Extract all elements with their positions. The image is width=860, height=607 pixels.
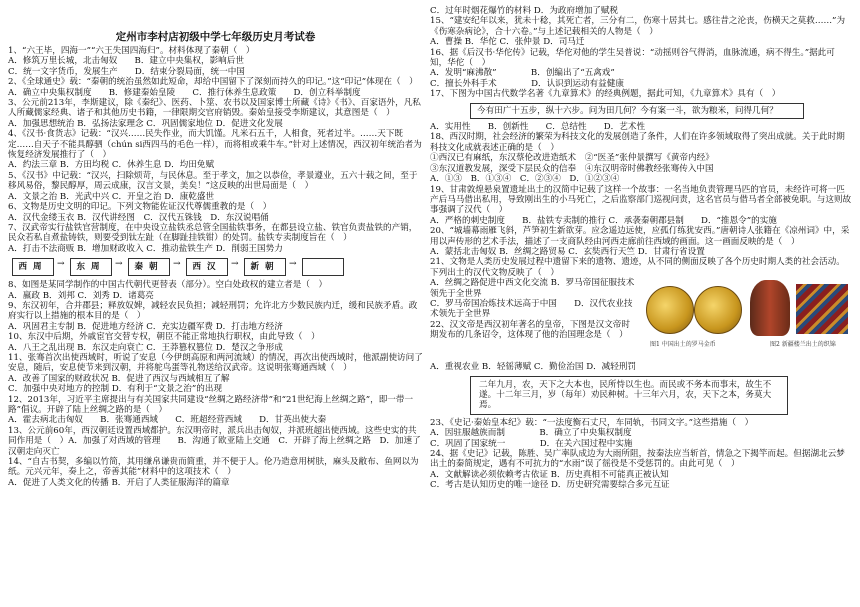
image-caption-right: 图2 新疆楼兰出土的织锦 <box>770 341 836 349</box>
question-line: 4、《汉书·食货志》记载：“汉兴……民失作业，而大饥馑。凡米石五千，人相食，死者过半。……天下既定……自天子不能具醇驷（chún si西四马的毛色一样），而将相或乘牛车。”针对上述情况，西汉初年统治者为恢复经济发展推行了（ ） <box>8 129 422 161</box>
question-line: 18、西汉时期，社会经济的繁荣为科技文化的发展创造了条件，人们在许多领域取得了突出成就。关于此时期科技文化成就表述正确的是（ ） <box>430 132 845 153</box>
question-line: C．罗马帝国冶炼技术远高于中国 D．汉代农业技术领先于全世界 <box>430 298 633 320</box>
question-line: 5、《汉书》中记载：“汉兴，扫除烦苛，与民休息。至于孝文，加之以恭俭，孝景遵业，五六十载之间，至于移风易俗，黎民醇厚，周云成康，汉言文景，美矣！”这反映的出世局面是（ ） <box>8 170 418 192</box>
question-line: A．重视农业 B．轻徭薄赋 C．勤俭治国 D．减轻刑罚 <box>430 362 637 373</box>
dynasty-box: 秦朝 <box>128 258 170 276</box>
question-line: A．文献解读必须依赖考古依证 B．历史真相不可能真正被认知 <box>430 469 669 480</box>
question-line: ①西汉已有麻纸，东汉蔡伦改进造纸术 ②“医圣”张仲景撰写《黄帝内经》 <box>430 153 714 164</box>
question-line: A．八王之乱出现 B．东汉走向衰亡 C．王莽篡权篡位 D．楚汉之争形成 <box>8 342 283 353</box>
left-questions-b <box>8 280 423 488</box>
dynasty-box: 西周 <box>12 258 54 276</box>
question-line: 21、文物是人类历史发展过程中遗留下来的遗物、遗迹，从不同的侧面反映了各个历史时期人类的社会活动。下列出土的汉代文物反映了（ ） <box>430 257 845 278</box>
question-line: 2、《全球通史》载：“秦朝的统治虽然如此短命，却给中国留下了深刻而持久的印记。”这“印记”体现在（ ） <box>8 77 418 88</box>
vase-image <box>750 280 790 336</box>
question-line: A．修筑万里长城，北击匈奴 B．建立中央集权，影响后世 <box>8 56 244 67</box>
right-questions-a <box>430 6 852 100</box>
question-line: A．严格的刺史制度 B．盐铁专卖制的推行 C．承袭秦朝郡县制 D．“推恩令”的实施 <box>430 215 777 226</box>
question-line: A．巩固君主专制 B．促进地方经济 C．充实边疆军费 D．打击地方经济 <box>8 321 283 332</box>
question-line: A．嬴政 B．刘邦 C．刘秀 D．诸葛亮 <box>8 290 154 301</box>
q21-block <box>430 278 852 362</box>
dynasty-chart <box>12 258 423 276</box>
question-line: A．实用性 B．创新性 C．总结性 D．艺术性 <box>430 122 646 133</box>
roman-coin-image <box>694 286 742 334</box>
math-problem-box: 今有田广十五步，纵十六步。问为田几何？今有案一斗，欲为粮米，问得几何？ <box>470 103 804 119</box>
q21-options <box>430 278 635 340</box>
right-questions-e <box>430 418 852 491</box>
left-questions-a <box>8 46 423 254</box>
question-line: A．因驻服越族而制 B．确立了中央集权制度 <box>430 428 632 439</box>
question-line: 8、如图是某同学制作的中国古代朝代更替表（部分）。空白处政权的建立者是（ ） <box>8 280 328 291</box>
question-line: A．曹操 B．华佗 C．张仲景 D．司马迁 <box>430 37 585 48</box>
question-line: 19、甘肃敦煌悬泉置遗址出土的汉简中记载了这样一个故事：一名当地负责管理马匹的官员，未经许可将一匹产后马马借出私用，导致刚出生的小马死亡，之后监察部门巡视问责，这名官员与借马者全部被免职。与这则故事强调了汉代（ ） <box>430 184 852 216</box>
question-line: A．约法三章 B．方田均税 C．休养生息 D．均田免赋 <box>8 160 215 171</box>
question-line: 6、文物是历史文明的印记。下列文物能佐证汉代尊儒重教的是（ ） <box>8 202 272 213</box>
question-line: C．巩固了国家统一 D．在关六国过程中实施 <box>430 438 633 449</box>
question-line: C．过年时烟花爆竹的材料 D．为政府增加了赋税 <box>430 6 619 16</box>
question-line: 23、《史记·秦始皇本纪》载：“一法度衡石丈尺，车同轨，书同文字。”这些措施（ ） <box>430 417 754 428</box>
edict-box: 二年九月，农，天下之大本也，民所恃以生也。而民或不务本而事末，故生不遂。十二年三月，岁（每年）劝民种树。十三年六月，农，天下之本，务莫大焉。 <box>470 376 788 415</box>
dynasty-box: 新朝 <box>244 258 286 276</box>
arrow-icon <box>112 259 128 275</box>
question-line: A．文景之治 B．光武中兴 C．开皇之治 D．康乾盛世 <box>8 191 215 202</box>
question-line: A．促进了人类文化的传播 B．开启了人类征服海洋的篇章 <box>8 477 230 488</box>
right-column <box>430 6 852 491</box>
question-line: A．加强思想统治 B．弘扬法家理念 C．巩固儒家地位 D．促进文化发展 <box>8 118 283 129</box>
question-line: 17、下图为中国古代数学名著《九章算术》的经典例题，据此可知，《九章算术》具有（ ） <box>430 89 781 100</box>
question-line: A．打击不法商贩 B．增加财政收入 C．推动盐铁生产 D．削弱王国势力 <box>8 243 283 254</box>
question-line: A．改善了国家的财政状况 B．促进了西汉与西域相互了解 <box>8 373 230 384</box>
blank-dynasty-box <box>302 258 344 276</box>
question-line: A．汉代金缕玉衣 B．汉代讲经图 C．汉代五铢钱 D．东汉说唱俑 <box>8 212 269 223</box>
question-line: 24、据《史记》记载，陈胜、吴广率队成边为大雨所阻，按秦法应当斩首，情急之下揭竿而起。但据湖北云梦出土的秦简规定，遇有不可抗力的“水雨”误了徭役是不受惩罚的。由此可见（ ） <box>430 449 845 470</box>
exam-title: 定州市李村店初级中学七年级历史月考试卷 <box>115 31 316 43</box>
brocade-image <box>796 284 848 334</box>
question-line: A．发明“麻沸散” B．创编出了“五禽戏” <box>430 68 615 79</box>
question-line: 13、公元前60年，西汉朝廷设置西域都护。东汉明帝时，派兵出击匈奴，并派班超出使西域。这些史实的共同作用是（ ）A．加强了对西域的管理 B．沟通了欧亚陆上交通 C．开辟了海上丝绸之路 D．加速了汉朝走向灭亡 <box>8 425 421 457</box>
arrow-icon <box>286 259 302 275</box>
left-column <box>8 0 423 488</box>
arrow-icon <box>54 259 70 275</box>
question-line: 9、东汉初年，合并郡县；释放奴婢，减轻农民负担；减轻刑罚；允许北方少数民族内迁，缓和民族矛盾。政府实行以上措施的根本目的是（ ） <box>8 300 418 322</box>
image-caption-left: 图1 中国出土的罗马金币 <box>650 341 716 349</box>
question-line: C．考古是认知历史的唯一途径 D．历史研究需要综合多元互证 <box>430 480 670 491</box>
arrow-icon <box>228 259 244 275</box>
question-line: A．蒙括北击匈奴 B．丝绸之路贸易 C．玄奘西行天竺 D．甘肃行省设置 <box>430 246 705 257</box>
question-line: A．丝绸之路促进中西文化交流 B．罗马帝国征服技术领先于全世界 <box>430 278 635 299</box>
question-line: C．加强中央对地方的控制 D．有利于“文景之治”的出现 <box>8 384 223 395</box>
question-line: 15、“建安纪年以来，犹未十稔，其死亡者，三分有二，伤寒十居其七。感往昔之沦丧，伤横天之莫救……”为《伤寒杂病论》，合十六卷。”与上述记载相关的人物是（ ） <box>430 16 846 37</box>
arrow-icon <box>170 259 186 275</box>
q22-stem <box>430 362 852 372</box>
question-line: ③东汉道教发展，深受下层民众的信奉 ④东汉明帝时佛教经张骞传入中国 <box>430 163 714 174</box>
right-questions-b <box>430 122 852 278</box>
question-line: 7、汉武帝实行盐铁官营制度，在中央设立盐铁丞总管全国盐铁事务，在都县设立盐、铁官负责盐铁的产销，民众若私自煮盐铸铁，则要受到钛左趾（在脚趾挂铁钳）的处罚。盐铁专卖制度旨在（ ） <box>8 222 418 244</box>
question-line: A．霍去病北击匈奴 B．张骞通西域 C．班超经营西域 D．甘英出使大秦 <box>8 415 327 426</box>
question-line: 3、公元前213年，李斯建议，除《秦纪》、医药、卜筮、农书以及国家博士所藏《诗》《书》、百家语外，凡私人所藏儒家经典、诸子和其他历史书籍，一律限期交官府销毁。秦始皇接受李斯建议，其意图是（ ） <box>8 98 421 119</box>
question-line: 14、“自古书契，多编以竹简，其用缣帛谦贵而简重，并不便于人。伦乃造意用树肤，麻头及敝布、鱼网以为纸。元兴元年，奏上之，帝善其能”材料中的这项技术（ ） <box>8 457 419 478</box>
question-line: A．①③ B．①③④ C．②③④ D．①②③④ <box>430 174 620 185</box>
question-line: 11、张骞首次出使西域时，听说了安息（今伊朗高原和两河流域）的情况，再次出使西域时，他派副使访问了安息，随后，安息使节来到汉朝，并将鸵鸟蛋等礼物送给汉武帝。这说明张骞通西域（ ） <box>8 352 423 374</box>
question-line: 22、汉文帝是西汉初年著名的皇帝，下图是汉文帝时期发布的几条诏令，这体现了他的治国理念是（ ） <box>430 319 630 341</box>
roman-coin-image <box>646 286 694 334</box>
question-line: 1、“六王毕，四海一”“六王失国四海归”。材料体现了秦朝（ ） <box>8 46 255 56</box>
question-line: 16、据《后汉书·华佗传》记载，华佗对他的学生吴普说：“动摇则谷气得消，血脉流通，病不得生。”据此可知，华佗（ ） <box>430 47 835 69</box>
dynasty-box: 东周 <box>70 258 112 276</box>
question-line: C．统一文字货币，发展生产 D．结束分裂局面，统一中国 <box>8 66 245 77</box>
dynasty-box: 西汉 <box>186 258 228 276</box>
question-line: C．擅长外科手术 D．认识到运动有益健康 <box>430 78 624 89</box>
question-line: 10、东汉中后期，外戚宦官交替专权，朝臣不能正常地执行职权，由此导致（ ） <box>8 332 320 343</box>
artifact-images <box>640 278 852 362</box>
question-line: 12、2013年，习近平主席提出与有关国家共同建设“丝绸之路经济带”和“21世纪海上丝绸之路”，即一带一路”倡议。开辟了陆上丝绸之路的是（ ） <box>8 394 414 415</box>
question-line: 20、“城墙幕雨雁飞斜，芦笋初生新欲芽。应念遥边远使，应孤仃练犹安西。”唐朝诗人张籍在《凉州词》中，采用以声传形的艺术手法，描述了一支商队经由河西走廊前往西域的画面。这一画面反映的是（ ） <box>430 226 850 247</box>
question-line: A．确立中央集权制度 B．修建秦始皇陵 C．推行休养生息政策 D．创立科举制度 <box>8 87 361 98</box>
